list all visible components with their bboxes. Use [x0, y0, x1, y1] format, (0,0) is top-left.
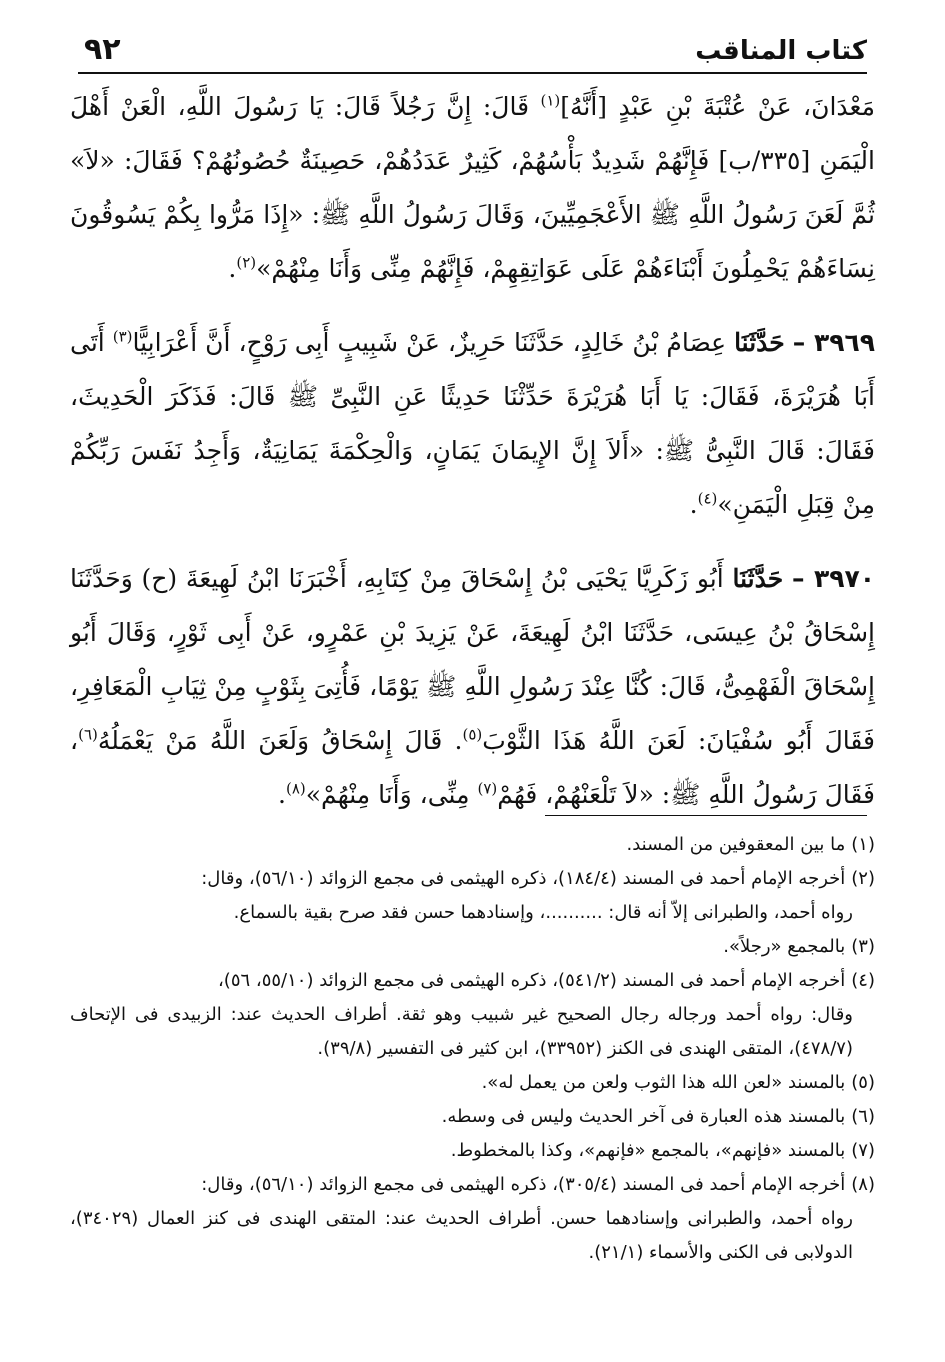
footnote-text: أخرجه الإمام أحمد فى المسند (٥٤١/٢)، ذكره الهيثمى فى مجمع الزوائد (٥٥/١٠، ٥٦)،	[218, 970, 846, 991]
paragraph-continuation	[70, 80, 875, 296]
footnote-6	[70, 1100, 875, 1134]
footnote-1	[70, 828, 875, 862]
text-run: مَعْدَانَ، عَنْ عُتْبَةَ بْنِ عَبْدٍ [أَنَّهُ]	[560, 92, 875, 121]
text-run: قَالَ: إِنَّ رَجُلاً قَالَ: يَا رَسُولَ اللَّهِ، الْعَنْ أَهْلَ الْيَمَنِ [٣٣٥/ب] فَإِنَّهُمْ شَدِيدٌ بَأْسُهُمْ، كَثِيرٌ عَدَدُهُمْ، حَصِينَةٌ حُصُونُهُمْ؟ فَقَالَ: «لاَ» ثُمَّ لَعَنَ رَسُولُ اللَّهِ ﷺ الأَعْجَمِيِّينَ، وَقَالَ رَسُولُ اللَّهِ ﷺ: «إِذَا مَرُّوا بِكُمْ يَسُوقُونَ نِسَاءَهُمْ يَحْمِلُونَ أَبْنَاءَهُمْ عَلَى عَوَاتِقِهِمْ، فَإِنَّهُمْ مِنِّى وَأَنَا مِنْهُمْ»	[70, 92, 875, 283]
footnote-4	[70, 964, 875, 998]
hadith-3970	[70, 552, 875, 822]
footnote-ref: (٧)	[477, 779, 498, 798]
footnote-number: (٧)	[851, 1140, 875, 1161]
footnote-text: بالمسند هذه العبارة فى آخر الحديث وليس فى وسطه.	[441, 1106, 846, 1127]
text-run: .	[228, 254, 237, 283]
text-run: .	[278, 780, 286, 809]
text-run: ، فَقَالَ رَسُولُ اللَّهِ ﷺ: «لاَ تَلْعَنْهُمْ، فَهُمْ	[70, 726, 875, 809]
text-run: .	[689, 490, 698, 519]
text-run: . قَالَ إِسْحَاقُ وَلَعَنَ اللَّهُ مَنْ يَعْمَلُهُ	[97, 726, 463, 755]
footnote-number: (١)	[851, 834, 875, 855]
footnote-ref: (٨)	[285, 779, 306, 798]
footnote-8	[70, 1168, 875, 1202]
footnote-number: (٥)	[851, 1072, 875, 1093]
footnote-text: بالمسند «فإنهم»، بالمجمع «فإنهم»، وكذا بالمخطوط.	[450, 1140, 846, 1161]
text-run: عِصَامُ بْنُ خَالِدٍ، حَدَّثَنَا حَرِيزٌ، عَنْ شَبِيبٍ أَبِى رَوْحٍ، أَنَّ أَعْرَابِيًّا	[132, 328, 727, 357]
footnote-3	[70, 930, 875, 964]
footnote-number: (٢)	[851, 868, 875, 889]
footnote-separator	[545, 815, 867, 816]
footnote-8-continued: رواه أحمد، والطبرانى وإسنادهما حسن. أطراف الحديث عند: المتقى الهندى فى كنز العمال (٣٤٠٢٩)، الدولابى فى الكنى والأسماء (٢١/١).	[70, 1208, 853, 1263]
footnote-number: (٤)	[851, 970, 875, 991]
footnote-text: بالمسند «لعن الله هذا الثوب ولعن من يعمل له».	[481, 1072, 846, 1093]
footnote-number: (٨)	[851, 1174, 875, 1195]
footnote-ref: (٤)	[697, 489, 718, 508]
footnote-number: (٣)	[851, 936, 875, 957]
hadith-number: ٣٩٦٩ –	[792, 328, 875, 357]
footnote-2	[70, 862, 875, 896]
footnote-4-continued: وقال: رواه أحمد ورجاله رجال الصحيح غير شبيب وهو ثقة. أطراف الحديث عند: الزبيدى فى الإتحاف (٤٧٨/٧)، المتقى الهندى فى الكنز (٣٣٩٥٢)، ابن كثير فى التفسير (٣٩/٨).	[70, 1004, 853, 1059]
footnote-text: أخرجه الإمام أحمد فى المسند (٣٠٥/٤)، ذكره الهيثمى فى مجمع الزوائد (٥٦/١٠)، وقال:	[201, 1174, 846, 1195]
footnote-ref: (٦)	[78, 725, 98, 744]
footnotes	[70, 828, 875, 1270]
main-text	[70, 80, 875, 822]
footnote-text: ما بين المعقوفين من المسند.	[626, 834, 846, 855]
footnote-5	[70, 1066, 875, 1100]
footnote-ref: (٥)	[462, 725, 483, 744]
text-run: مِنِّى، وَأَنَا مِنْهُمْ»	[305, 780, 470, 809]
footnote-text: أخرجه الإمام أحمد فى المسند (١٨٤/٤)، ذكره الهيثمى فى مجمع الزوائد (٥٦/١٠)، وقال:	[201, 868, 846, 889]
footnote-text: بالمجمع «رجلاً».	[723, 936, 846, 957]
hadith-opening: حَدَّثَنَا	[734, 328, 785, 357]
hadith-opening: حَدَّثَنَا	[732, 564, 784, 593]
hadith-number: ٣٩٧٠ –	[791, 564, 875, 593]
footnote-ref: (٢)	[236, 253, 257, 272]
footnote-number: (٦)	[851, 1106, 875, 1127]
text-run: أَتَى أَبَا هُرَيْرَةَ، فَقَالَ: يَا أَبَا هُرَيْرَةَ حَدِّثْنَا حَدِيثًا عَنِ النَّبِىِّ ﷺ قَالَ: فَذَكَرَ الْحَدِيثَ، فَقَالَ: قَالَ النَّبِىُّ ﷺ: «أَلاَ إِنَّ الإِيمَانَ يَمَانٍ، وَالْحِكْمَةَ يَمَانِيَةٌ، وَأَجِدُ نَفَسَ رَبِّكُمْ مِنْ قِبَلِ الْيَمَنِ»	[70, 328, 875, 519]
footnote-ref: (١)	[540, 91, 561, 110]
hadith-3969	[70, 316, 875, 532]
footnote-2-continued: رواه أحمد، والطبرانى إلاّ أنه قال: ..........، وإسنادهما حسن فقد صرح بقية بالسماع.	[233, 902, 853, 923]
page-number: ٩٢	[84, 32, 121, 67]
footnote-7	[70, 1134, 875, 1168]
book-title: كتاب المناقب	[695, 36, 867, 66]
page-header	[78, 28, 867, 74]
footnote-ref: (٣)	[112, 327, 133, 346]
text-run: أَبُو زَكَرِيَّا يَحْيَى بْنُ إِسْحَاقَ مِنْ كِتَابِهِ، أَخْبَرَنَا ابْنُ لَهِيعَةَ (ح) وَحَدَّثَنَا إِسْحَاقُ بْنُ عِيسَى، حَدَّثَنَا ابْنُ لَهِيعَةَ، عَنْ يَزِيدَ بْنِ عَمْرٍو، عَنْ أَبِى ثَوْرٍ، وَقَالَ أَبُو إِسْحَاقَ الْفَهْمِىُّ، قَالَ: كُنَّا عِنْدَ رَسُولِ اللَّهِ ﷺ يَوْمًا، فَأُتِىَ بِثَوْبٍ مِنْ ثِيَابِ الْمَعَافِرِ، فَقَالَ أَبُو سُفْيَانَ: لَعَنَ اللَّهُ هَذَا الثَّوْبَ	[70, 564, 875, 755]
